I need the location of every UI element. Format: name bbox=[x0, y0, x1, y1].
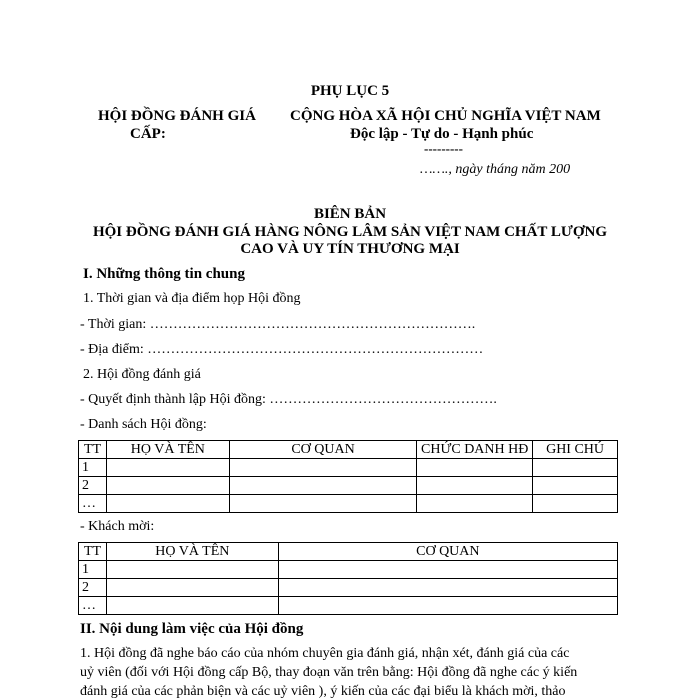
guests-table bbox=[78, 542, 618, 615]
table-cell bbox=[417, 459, 533, 477]
table-cell bbox=[278, 597, 617, 615]
table-row bbox=[79, 579, 618, 597]
table-cell bbox=[106, 495, 229, 513]
appendix-title: PHỤ LỤC 5 bbox=[310, 83, 390, 99]
table-row bbox=[79, 495, 618, 513]
table-cell bbox=[229, 477, 417, 495]
council-members-label: - Danh sách Hội đồng: bbox=[80, 417, 207, 432]
table-cell bbox=[278, 561, 617, 579]
table-cell bbox=[106, 561, 278, 579]
table-cell bbox=[229, 495, 417, 513]
guests-label: - Khách mời: bbox=[80, 519, 155, 534]
national-motto: Độc lập - Tự do - Hạnh phúc bbox=[350, 126, 534, 142]
section1-heading: I. Những thông tin chung bbox=[83, 266, 245, 282]
column-header: CHỨC DANH HĐ bbox=[417, 441, 533, 459]
national-title: CỘNG HÒA XÃ HỘI CHỦ NGHĨA VIỆT NAM bbox=[290, 108, 601, 124]
table-cell bbox=[417, 477, 533, 495]
motto-rule: --------- bbox=[424, 141, 463, 156]
table-cell: 2 bbox=[79, 579, 107, 597]
table-cell bbox=[533, 477, 618, 495]
table-cell: 2 bbox=[79, 477, 107, 495]
table-cell bbox=[229, 459, 417, 477]
section2-heading: II. Nội dung làm việc của Hội đồng bbox=[80, 621, 304, 637]
evaluation-council-item: 2. Hội đồng đánh giá bbox=[83, 367, 201, 382]
section2-paragraph-line1: 1. Hội đồng đã nghe báo cáo của nhóm chuyên gia đánh giá, nhận xét, đánh giá của các bbox=[80, 646, 570, 661]
date-line: ……., ngày tháng năm 200 bbox=[420, 162, 571, 177]
section2-paragraph-line2: uỷ viên (đối với Hội đồng cấp Bộ, thay đoạn văn trên bằng: Hội đồng đã nghe các ý kiến bbox=[80, 665, 578, 680]
document-subtitle-line2: CAO VÀ UY TÍN THƯƠNG MẠI bbox=[240, 241, 460, 257]
column-header: HỌ VÀ TÊN bbox=[106, 441, 229, 459]
table-cell: 1 bbox=[79, 459, 107, 477]
table-cell: … bbox=[79, 597, 107, 615]
column-header: CƠ QUAN bbox=[229, 441, 417, 459]
table-cell bbox=[533, 459, 618, 477]
table-cell bbox=[417, 495, 533, 513]
establishment-decision-line: - Quyết định thành lập Hội đồng: …………………………………………. bbox=[80, 392, 497, 407]
council-label: HỘI ĐỒNG ĐÁNH GIÁ bbox=[98, 108, 256, 124]
table-row bbox=[79, 459, 618, 477]
document-title: BIÊN BẢN bbox=[313, 206, 387, 222]
table-row bbox=[79, 477, 618, 495]
table-cell bbox=[278, 579, 617, 597]
column-header: CƠ QUAN bbox=[278, 543, 617, 561]
table-cell: 1 bbox=[79, 561, 107, 579]
council-members-table bbox=[78, 440, 618, 513]
table-cell bbox=[106, 477, 229, 495]
column-header: TT bbox=[79, 543, 107, 561]
level-label: CẤP: bbox=[130, 126, 166, 142]
meeting-time-place-item: 1. Thời gian và địa điểm họp Hội đồng bbox=[83, 291, 301, 306]
meeting-time-line: - Thời gian: ……………………………………………………………. bbox=[80, 317, 476, 332]
meeting-place-line: - Địa điểm: ……………………………………………………………… bbox=[80, 342, 484, 357]
section2-paragraph-line3: đánh giá của các phản biện và các uỷ viên ), ý kiến của các đại biểu là khách mời, thảo bbox=[80, 684, 566, 699]
table-cell: … bbox=[79, 495, 107, 513]
document-subtitle-line1: HỘI ĐỒNG ĐÁNH GIÁ HÀNG NÔNG LÂM SẢN VIỆT NAM CHẤT LƯỢNG bbox=[92, 224, 608, 240]
table-cell bbox=[106, 459, 229, 477]
table-row bbox=[79, 597, 618, 615]
table-cell bbox=[106, 597, 278, 615]
column-header: HỌ VÀ TÊN bbox=[106, 543, 278, 561]
table-cell bbox=[106, 579, 278, 597]
column-header: TT bbox=[79, 441, 107, 459]
table-header-row bbox=[79, 441, 618, 459]
table-header-row bbox=[79, 543, 618, 561]
column-header: GHI CHÚ bbox=[533, 441, 618, 459]
table-cell bbox=[533, 495, 618, 513]
table-row bbox=[79, 561, 618, 579]
